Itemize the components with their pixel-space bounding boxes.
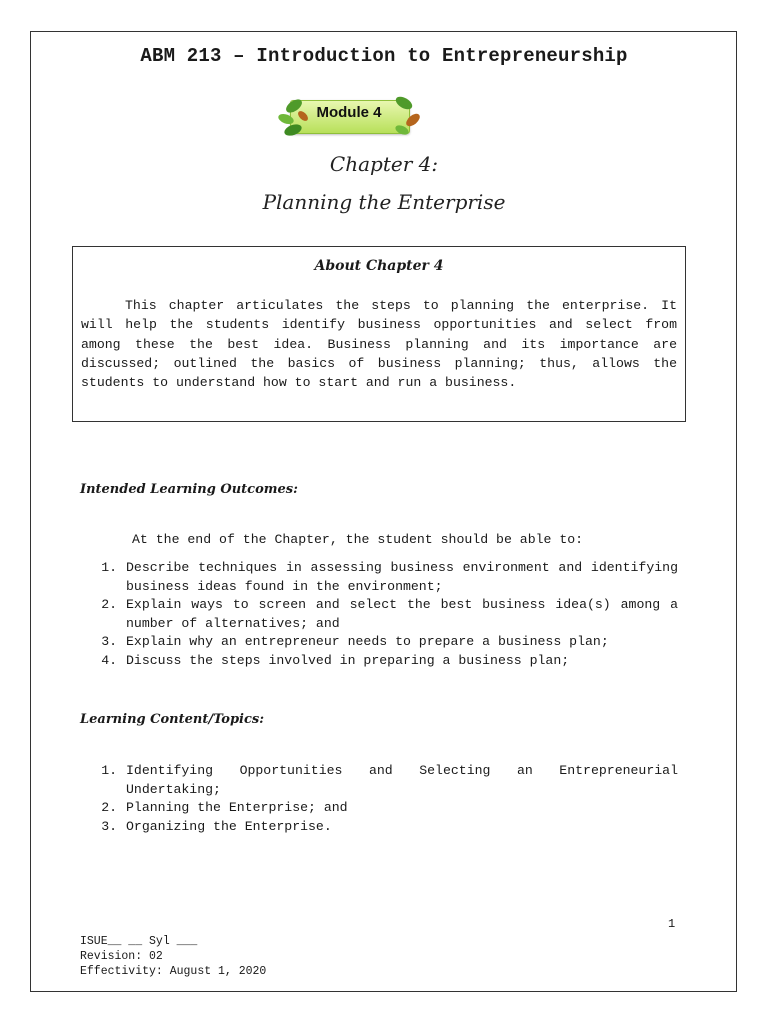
course-title: ABM 213 – Introduction to Entrepreneurship xyxy=(140,45,628,67)
footer xyxy=(80,934,266,979)
topics-list xyxy=(80,762,678,836)
topic-item: 2. Planning the Enterprise; and xyxy=(125,799,678,818)
about-text: This chapter articulates the steps to planning the enterprise. It will help the students identify business opportunities and select from among these the best idea. Business planning and its importance are discussed; outlined the basics of business planning; thus, allows the students to understand how to start and run a business. xyxy=(81,298,677,391)
outcome-item: 3. Explain why an entrepreneur needs to prepare a business plan; xyxy=(125,633,678,652)
topics-heading: Learning Content/Topics: xyxy=(80,712,265,727)
outcomes-list xyxy=(80,559,678,671)
topic-item: 1. Identifying Opportunities and Selecting an Entrepreneurial Undertaking; xyxy=(125,762,678,799)
footer-effectivity: Effectivity: August 1, 2020 xyxy=(80,965,267,978)
outcome-item: 1. Describe techniques in assessing business environment and identifying business ideas found in the environment; xyxy=(125,559,678,596)
about-box xyxy=(72,246,686,422)
outcome-item: 4. Discuss the steps involved in preparing a business plan; xyxy=(125,652,678,671)
about-title: About Chapter 4 xyxy=(314,258,444,274)
module-badge xyxy=(276,92,422,142)
chapter-title: Planning the Enterprise xyxy=(262,190,506,214)
outcome-item: 2. Explain ways to screen and select the best business idea(s) among a number of alternatives; and xyxy=(125,596,678,633)
page-number: 1 xyxy=(668,917,676,931)
footer-revision: Revision: 02 xyxy=(80,950,163,963)
footer-doc-code: ISUE__ __ Syl ___ xyxy=(80,935,198,948)
outcomes-heading: Intended Learning Outcomes: xyxy=(80,482,298,497)
module-label: Module 4 xyxy=(316,104,382,121)
chapter-label: Chapter 4: xyxy=(329,152,439,176)
outcomes-intro: At the end of the Chapter, the student should be able to: xyxy=(132,532,584,547)
topic-item: 3. Organizing the Enterprise. xyxy=(125,818,678,837)
